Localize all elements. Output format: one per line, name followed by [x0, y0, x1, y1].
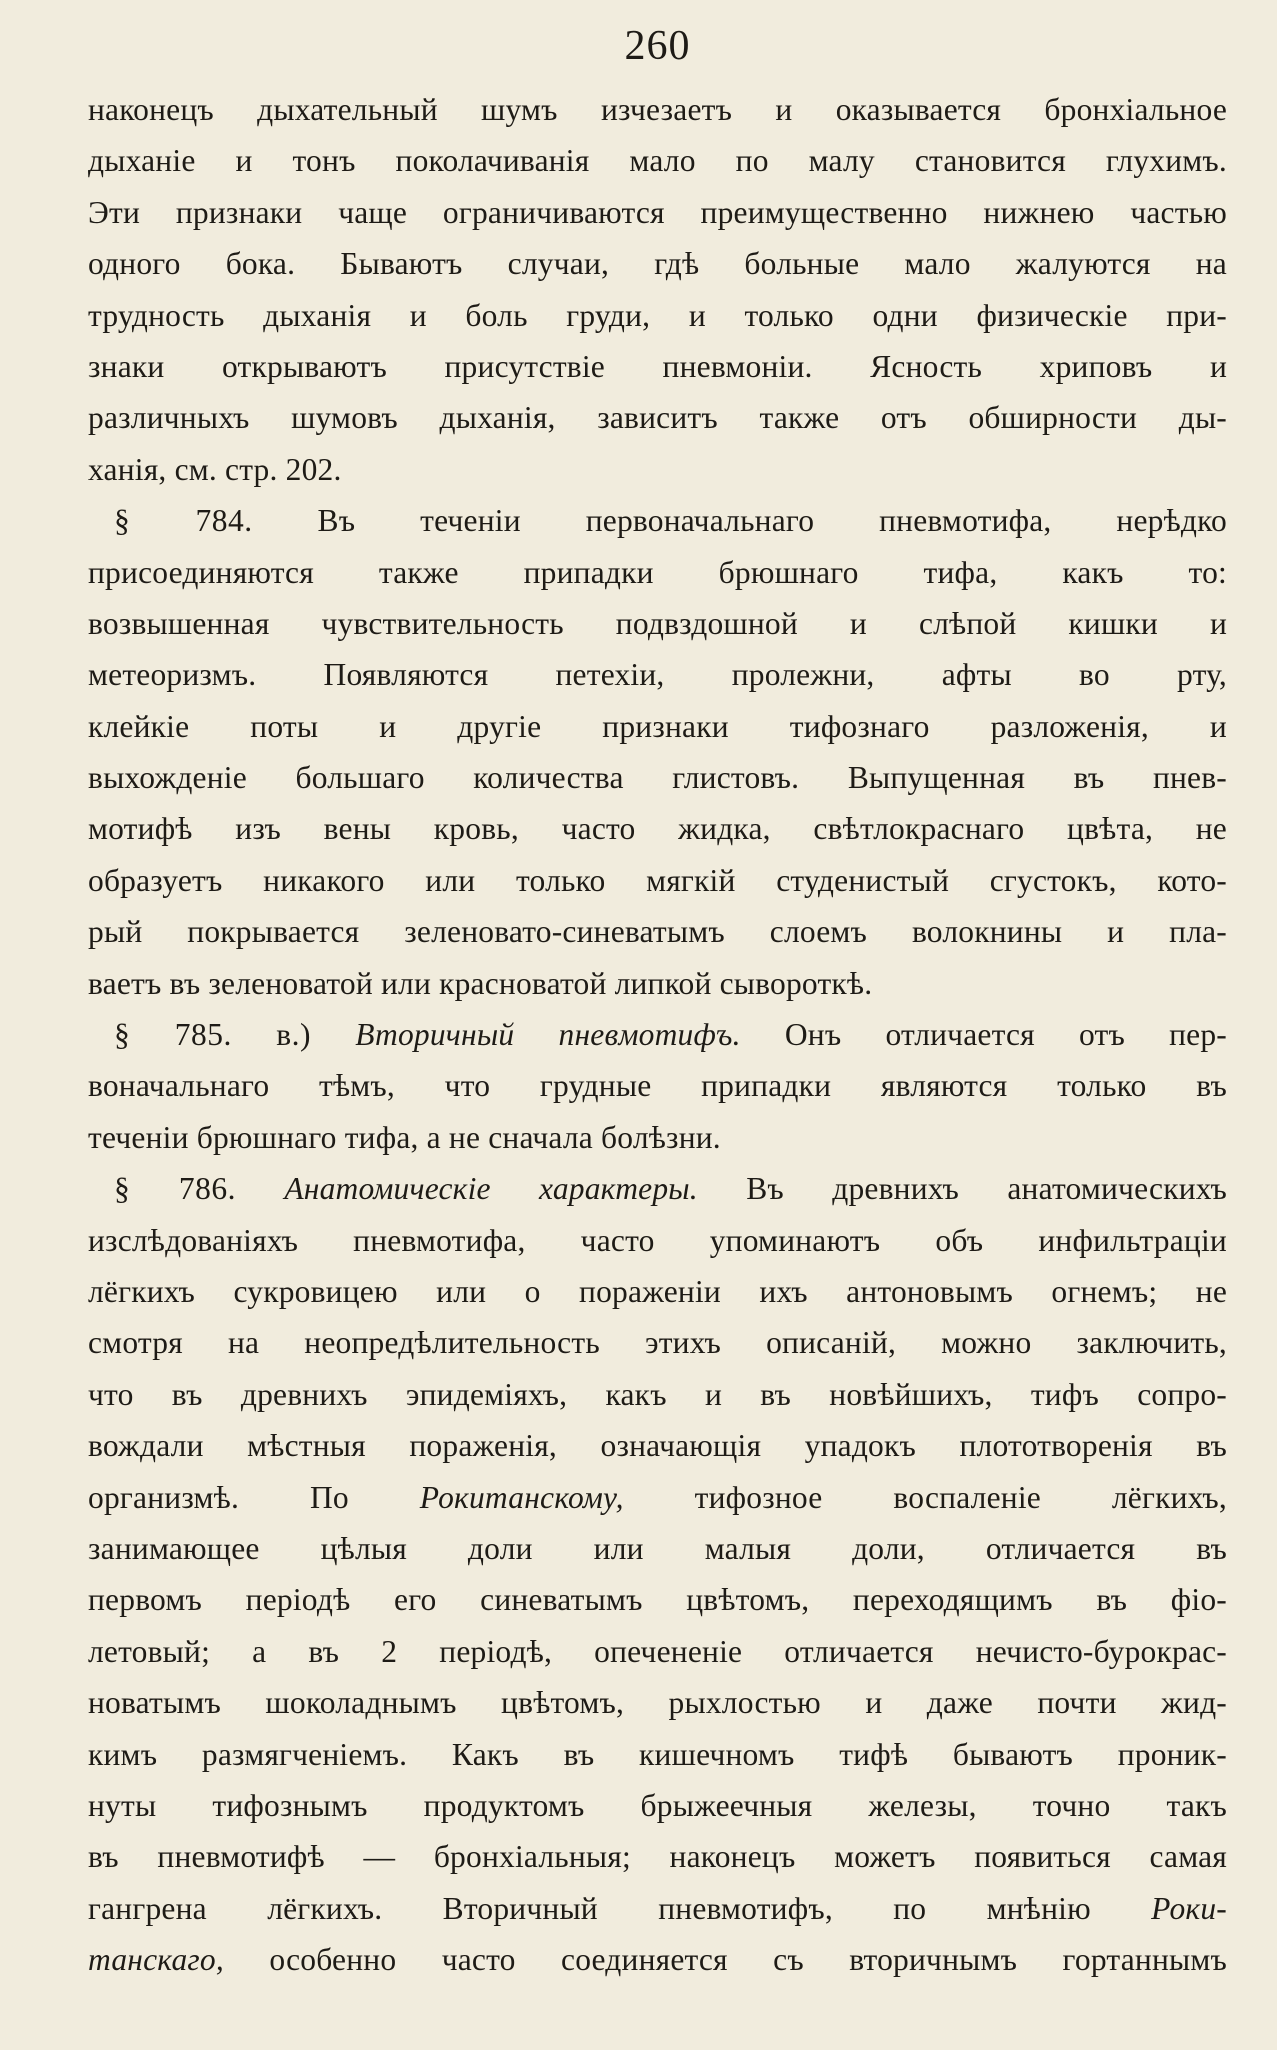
section-785-title: Вторичный пневмотифъ.: [355, 1017, 741, 1053]
section-786-number: § 786.: [114, 1171, 236, 1207]
page-number: 260: [624, 23, 691, 69]
text-line: что въ древнихъ эпидеміяхъ, какъ и въ новѣйшихъ, тифъ сопро-: [88, 1376, 1227, 1412]
text-line: въ пневмотифѣ — бронхіальныя; наконецъ можетъ появиться самая: [88, 1839, 1227, 1875]
section-786-first-line: [88, 1163, 1227, 1214]
text-fragment: особенно часто соединяется съ вторичнымъ гортаннымъ: [269, 1942, 1227, 1978]
section-784-first-line: [88, 495, 1227, 546]
text-line: образуетъ никакого или только мягкій студенистый сгустокъ, кото-: [88, 862, 1227, 898]
text-line: летовый; а въ 2 періодѣ, опечененіе отличается нечисто-бурокрас-: [88, 1633, 1227, 1669]
author-name: Роки-: [1151, 1890, 1227, 1926]
text-line: дыханіе и тонъ поколачиванія мало по малу становится глухимъ.: [88, 143, 1227, 179]
section-786-title: Анатомическіе характеры.: [284, 1171, 698, 1207]
text-line: занимающее цѣлыя доли или малыя доли, отличается въ: [88, 1530, 1227, 1566]
section-785-number: § 785. в.): [114, 1017, 312, 1053]
text-line: Эти признаки чаще ограничиваются преимущественно нижнею частью: [88, 194, 1227, 230]
text-line-with-author: [88, 1934, 1227, 1985]
text-line: различныхъ шумовъ дыханія, зависитъ также отъ обширности ды-: [88, 400, 1227, 436]
section-785-text: Онъ отличается отъ пер-: [784, 1017, 1227, 1053]
text-line-with-author: [88, 1883, 1227, 1934]
text-line: ханія, см. стр. 202.: [88, 451, 342, 487]
text-fragment: организмѣ. По: [88, 1479, 349, 1515]
text-line: клейкіе поты и другіе признаки тифознаго разложенія, и: [88, 708, 1227, 744]
author-name: танскаго,: [88, 1942, 224, 1978]
author-name: Рокитанскому,: [419, 1479, 624, 1515]
text-line: первомъ періодѣ его синеватымъ цвѣтомъ, переходящимъ въ фіо-: [88, 1582, 1227, 1618]
text-line-with-author: [88, 1472, 1227, 1523]
text-line: выхожденіе большаго количества глистовъ. Выпущенная въ пнев-: [88, 760, 1227, 796]
page-text: [88, 84, 1227, 1985]
text-line: лёгкихъ сукровицею или о пораженіи ихъ антоновымъ огнемъ; не: [88, 1273, 1227, 1309]
text-line: новатымъ шоколаднымъ цвѣтомъ, рыхлостью и даже почти жид-: [88, 1685, 1227, 1721]
text-line: трудность дыханія и боль груди, и только одни физическіе при-: [88, 297, 1227, 333]
text-line: наконецъ дыхательный шумъ изчезаетъ и оказывается бронхіальное: [88, 92, 1227, 127]
text-line: воначальнаго тѣмъ, что грудные припадки являются только въ: [88, 1068, 1227, 1104]
text-line: теченіи брюшнаго тифа, а не сначала болѣзни.: [88, 1119, 721, 1155]
section-784-number: § 784.: [114, 503, 253, 539]
text-line: вождали мѣстныя пораженія, означающія упадокъ плототворенія въ: [88, 1428, 1227, 1464]
text-fragment: гангрена лёгкихъ. Вторичный пневмотифъ, по мнѣнію: [88, 1890, 1091, 1926]
text-fragment: тифозное воспаленіе лёгкихъ,: [694, 1479, 1227, 1515]
text-line: присоединяются также припадки брюшнаго тифа, какъ то:: [88, 554, 1227, 590]
text-line: рый покрывается зеленовато-синеватымъ слоемъ волокнины и пла-: [88, 914, 1227, 950]
text-line: метеоризмъ. Появляются петехіи, пролежни, афты во рту,: [88, 657, 1227, 693]
text-line: одного бока. Бываютъ случаи, гдѣ больные мало жалуются на: [88, 246, 1227, 282]
text-line: нуты тифознымъ продуктомъ брыжеечныя железы, точно такъ: [88, 1787, 1227, 1823]
section-785-first-line: [88, 1009, 1227, 1060]
text-line: ваетъ въ зеленоватой или красноватой липкой сывороткѣ.: [88, 965, 873, 1001]
text-line: знаки открываютъ присутствіе пневмоніи. Ясность хриповъ и: [88, 348, 1227, 384]
section-786-text: Въ древнихъ анатомическихъ: [746, 1171, 1227, 1207]
text-line: смотря на неопредѣлительность этихъ описаній, можно заключить,: [88, 1325, 1227, 1361]
text-line: возвышенная чувствительность подвздошной и слѣпой кишки и: [88, 605, 1227, 641]
text-line: изслѣдованіяхъ пневмотифа, часто упоминаютъ объ инфильтраціи: [88, 1222, 1227, 1258]
section-784-text: Въ теченіи первоначальнаго пневмотифа, нерѣдко: [317, 503, 1227, 539]
text-line: кимъ размягченіемъ. Какъ въ кишечномъ тифѣ бываютъ проник-: [88, 1736, 1227, 1772]
text-line: мотифѣ изъ вены кровь, часто жидка, свѣтлокраснаго цвѣта, не: [88, 811, 1227, 847]
